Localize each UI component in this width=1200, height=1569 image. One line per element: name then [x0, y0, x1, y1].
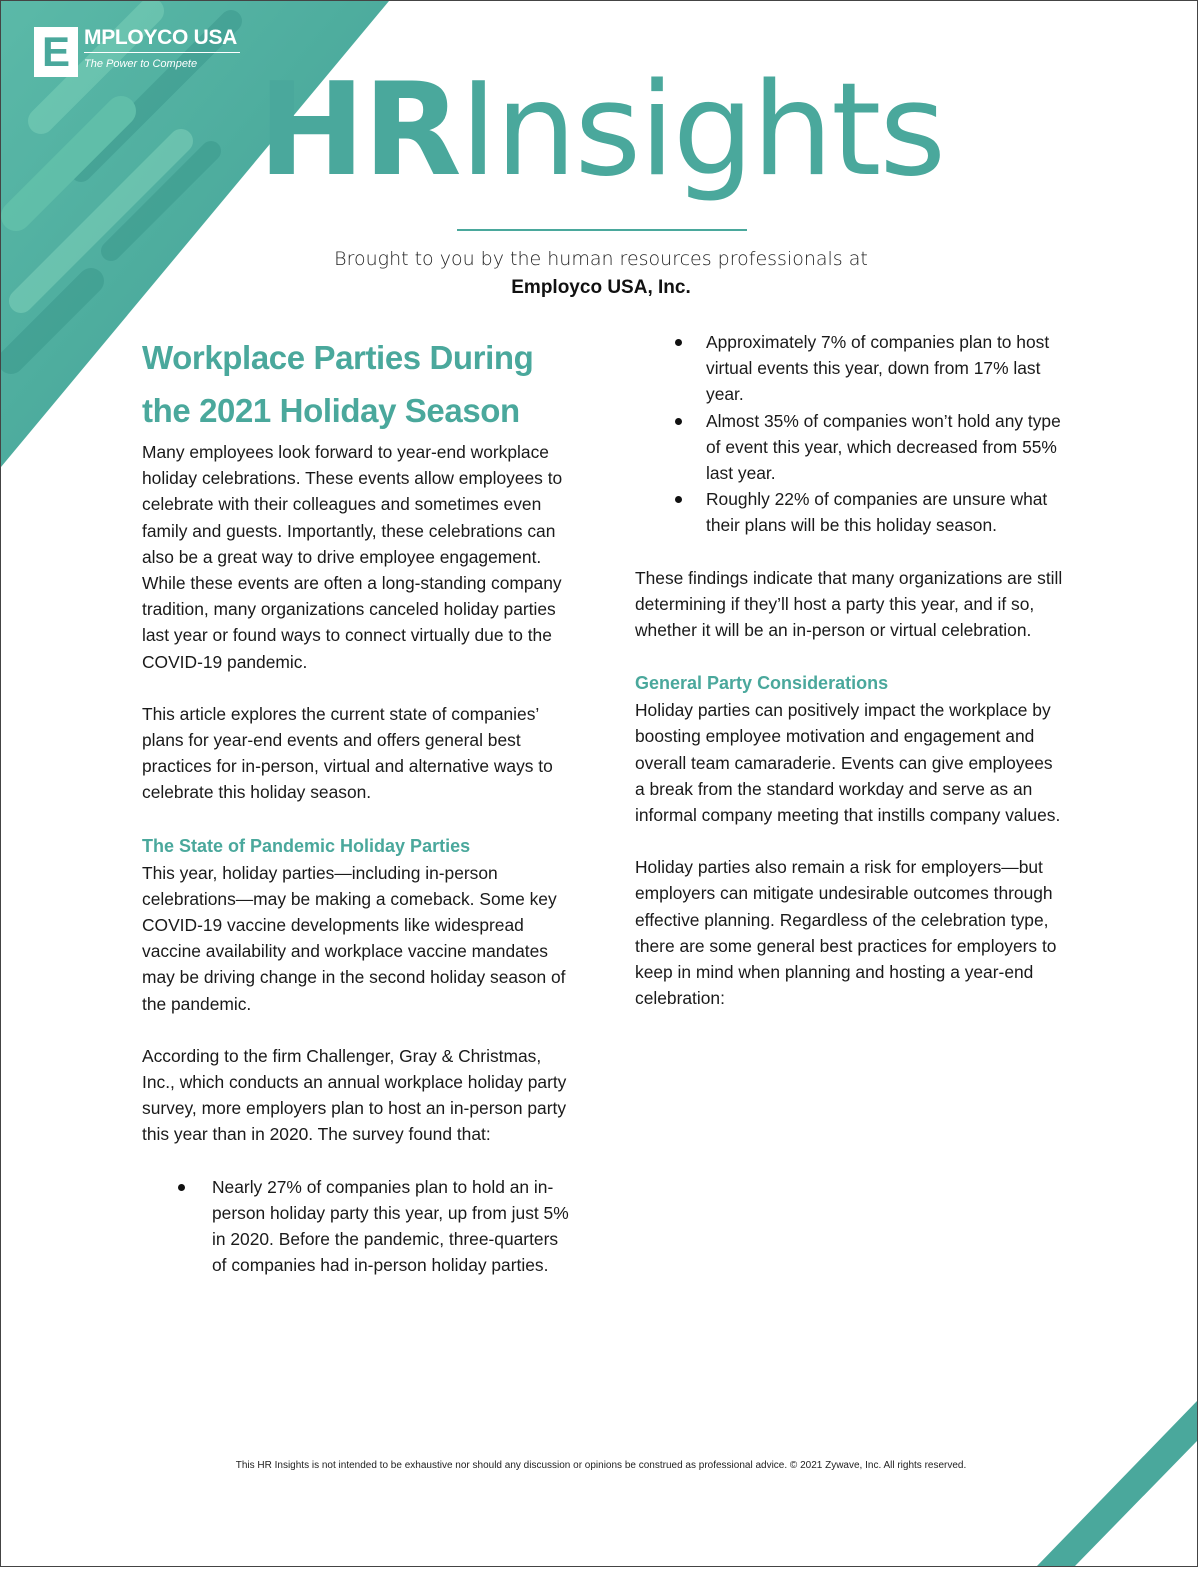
section2-paragraph-2: Holiday parties also remain a risk for employers—but employers can mitigate undesirable outcomes through effective planning. Regardless of the celebration type, there are some general best practices for employers to keep in mind when planning and hosting a year-end celebration: [635, 857, 1057, 1009]
masthead-hr: HR [257, 56, 460, 205]
company-name: Employco USA, Inc. [511, 277, 691, 298]
bullet-icon [675, 339, 682, 346]
list-item: Roughly 22% of companies are unsure what their plans will be this holiday season. [635, 486, 1065, 538]
list-item: Approximately 7% of companies plan to host virtual events this year, down from 17% last year. [635, 329, 1065, 408]
bullet-icon [675, 418, 682, 425]
footer-disclaimer: This HR Insights is not intended to be exhaustive nor should any discussion or opinions be construed as professional advice. © 2021 Zywave, Inc. All rights reserved. [235, 1460, 967, 1471]
survey-bullets-right [635, 329, 1065, 539]
survey-bullets-left [142, 1174, 572, 1279]
masthead-title [1, 56, 1198, 205]
article-title-line2: the 2021 Holiday Season [142, 392, 520, 429]
bullet-icon [675, 496, 682, 503]
intro-paragraph-1: Many employees look forward to year-end workplace holiday celebrations. These events allow employees to celebrate with their colleagues and sometimes even family and guests. Importantly, these celebrations can also be a great way to drive employee engagement. While these events are often a long-standing company tradition, many organizations canceled holiday parties last year or found ways to connect virtually due to the COVID-19 pandemic. [142, 442, 563, 672]
masthead-insights: Insights [459, 56, 945, 205]
article-title [142, 331, 572, 437]
section1-paragraph-2: According to the firm Challenger, Gray & Christmas, Inc., which conducts an annual workplace holiday party survey, more employers plan to host an in-person party this year than in 2020. The survey found that: [142, 1045, 567, 1145]
brought-by-line: Brought to you by the human resources professionals at [334, 248, 868, 270]
article-title-line1: Workplace Parties During [142, 339, 534, 376]
logo-tagline: The Power to Compete [84, 58, 198, 70]
section2-paragraph-1: Holiday parties can positively impact the workplace by boosting employee motivation and engagement and overall team camaraderie. Events can give employees a break from the standard workday and serve as an informal company meeting that instills company values. [635, 700, 1061, 826]
bullet-icon [178, 1184, 185, 1191]
logo-letter: E [34, 27, 78, 77]
section-heading-state: The State of Pandemic Holiday Parties [142, 835, 471, 856]
left-column [142, 331, 572, 1278]
masthead-divider [457, 229, 747, 231]
list-item: Almost 35% of companies won’t hold any type of event this year, which decreased from 55% last year. [635, 408, 1065, 487]
logo-name: MPLOYCO USA [84, 27, 240, 53]
right-column [635, 329, 1065, 1011]
intro-paragraph-2: This article explores the current state of companies’ plans for year-end events and offers general best practices for in-person, virtual and alternative ways to celebrate this holiday season. [142, 703, 553, 803]
findings-paragraph: These findings indicate that many organizations are still determining if they’ll host a party this year, and if so, whether it will be an in-person or virtual celebration. [635, 567, 1063, 641]
section1-paragraph-1: This year, holiday parties—including in-person celebrations—may be making a comeback. Some key COVID-19 vaccine developments like widespread vaccine availability and workplace vaccine mandates may be driving change in the second holiday season of the pandemic. [142, 862, 566, 1014]
list-item: Nearly 27% of companies plan to hold an in-person holiday party this year, up from just 5% in 2020. Before the pandemic, three-quarters of companies had in-person holiday parties. [142, 1174, 572, 1279]
section-heading-considerations: General Party Considerations [635, 673, 889, 694]
corner-decoration-bottom [1037, 1381, 1197, 1566]
